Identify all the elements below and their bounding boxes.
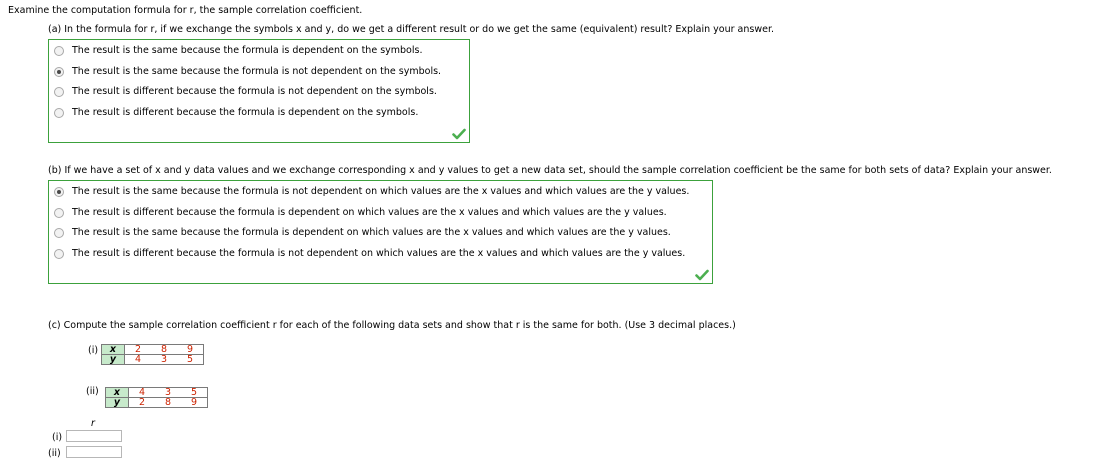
r-column-header: r: [91, 418, 95, 429]
option-label: The result is different because the formula is dependent on the symbols.: [72, 107, 419, 118]
part-a-answer-box: [48, 39, 470, 143]
radio-button-selected[interactable]: [54, 67, 64, 77]
y-value: 9: [181, 398, 208, 408]
part-b-option-3[interactable]: [54, 227, 671, 238]
instructions-text: Examine the computation formula for r, the sample correlation coefficient.: [8, 5, 363, 16]
data-table-1: [101, 344, 204, 365]
data-table-2: [105, 387, 208, 408]
answer-1-label: (i): [52, 432, 63, 443]
y-value: 3: [151, 355, 177, 365]
part-b-prompt: (b) If we have a set of x and y data values and we exchange corresponding x and y values to get a new data set, should the sample correlation coefficient be the same for both sets of data? Explain your answer.: [48, 165, 1052, 176]
table-row: [106, 398, 208, 408]
part-a-option-4[interactable]: [54, 107, 418, 118]
radio-button[interactable]: [54, 249, 64, 259]
option-label: The result is different because the formula is not dependent on the symbols.: [72, 86, 437, 97]
radio-button[interactable]: [54, 87, 64, 97]
y-value: 5: [177, 355, 204, 365]
correct-check-icon: [695, 269, 709, 281]
radio-button[interactable]: [54, 228, 64, 238]
table-row: [102, 355, 204, 365]
correct-check-icon: [452, 128, 466, 140]
part-b-answer-box: [48, 180, 713, 284]
part-b-option-1[interactable]: [54, 186, 689, 197]
answer-2-label: (ii): [48, 448, 61, 459]
y-value: 2: [129, 398, 156, 408]
y-header: y: [102, 355, 125, 365]
radio-button[interactable]: [54, 108, 64, 118]
part-a-prompt: (a) In the formula for r, if we exchange the symbols x and y, do we get a different result or do we get the same (equivalent) result? Explain your answer.: [48, 24, 775, 35]
x-header: x: [102, 345, 125, 355]
part-a-option-1[interactable]: [54, 45, 422, 56]
x-value: 4: [129, 388, 156, 398]
radio-button[interactable]: [54, 208, 64, 218]
x-value: 8: [151, 345, 177, 355]
part-c-prompt: (c) Compute the sample correlation coefficient r for each of the following data sets and show that r is the same for both. (Use 3 decimal places.): [48, 320, 736, 331]
data-set-2-label: (ii): [86, 386, 99, 397]
table-row: [106, 388, 208, 398]
x-header: x: [106, 388, 129, 398]
part-a-option-2[interactable]: [54, 66, 441, 77]
x-value: 2: [125, 345, 152, 355]
r-answer-input-2[interactable]: [66, 446, 122, 458]
r-answer-input-1[interactable]: [66, 430, 122, 442]
data-set-1-label: (i): [88, 345, 99, 356]
option-label: The result is the same because the formula is dependent on the symbols.: [72, 45, 423, 56]
part-a-option-3[interactable]: [54, 86, 437, 97]
table-row: [102, 345, 204, 355]
x-value: 3: [155, 388, 181, 398]
x-value: 9: [177, 345, 204, 355]
radio-button[interactable]: [54, 46, 64, 56]
option-label: The result is the same because the formula is not dependent on which values are the x values and which values are the y values.: [72, 186, 690, 197]
option-label: The result is the same because the formula is dependent on which values are the x values and which values are the y values.: [72, 227, 671, 238]
y-value: 8: [155, 398, 181, 408]
option-label: The result is different because the formula is dependent on which values are the x values and which values are the y values.: [72, 207, 667, 218]
x-value: 5: [181, 388, 208, 398]
part-b-option-4[interactable]: [54, 248, 685, 259]
option-label: The result is the same because the formula is not dependent on the symbols.: [72, 66, 442, 77]
y-header: y: [106, 398, 129, 408]
radio-button-selected[interactable]: [54, 187, 64, 197]
y-value: 4: [125, 355, 152, 365]
option-label: The result is different because the formula is not dependent on which values are the x values and which values are the y values.: [72, 248, 686, 259]
part-b-option-2[interactable]: [54, 207, 667, 218]
